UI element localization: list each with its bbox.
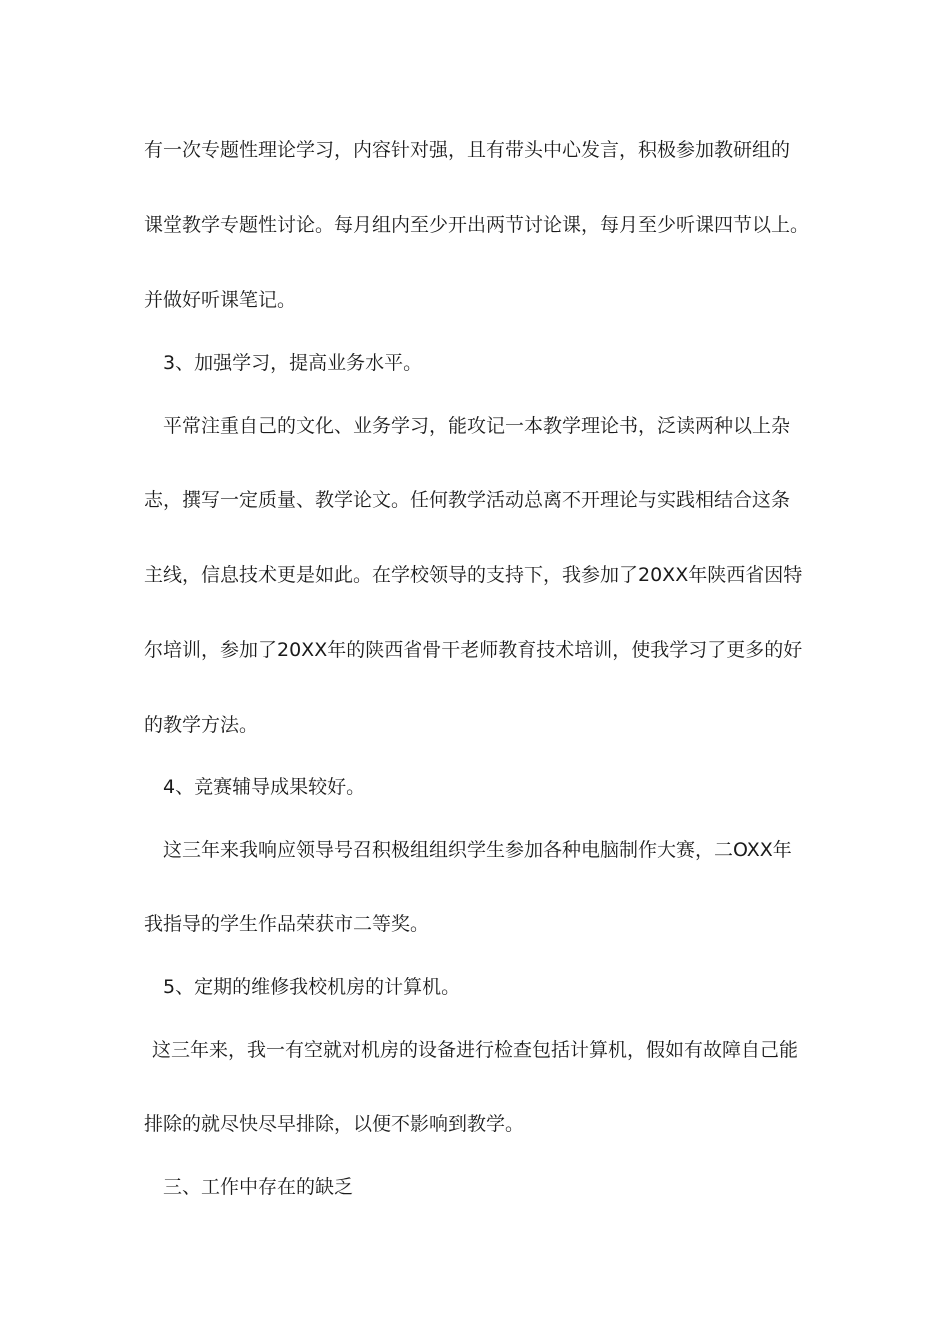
paragraph-line: 课堂教学专题性讨论。每月组内至少开出两节讨论课，每月至少听课四节以上。 [144, 214, 810, 236]
paragraph-line: 主线，信息技术更是如此。在学校领导的支持下，我参加了20XX年陕西省因特 [144, 564, 803, 586]
paragraph-line: 这三年来我响应领导号召积极组组织学生参加各种电脑制作大赛，二OXX年 [163, 839, 792, 861]
paragraph-line: 的教学方法。 [144, 714, 259, 736]
section-heading: 4、竞赛辅导成果较好。 [163, 776, 366, 798]
section-heading: 3、加强学习，提高业务水平。 [163, 352, 423, 374]
paragraph-line: 这三年来，我一有空就对机房的设备进行检查包括计算机，假如有故障自己能 [152, 1039, 799, 1061]
section-heading: 三、工作中存在的缺乏 [163, 1176, 354, 1198]
paragraph-line: 并做好听课笔记。 [144, 289, 297, 311]
section-heading: 5、定期的维修我校机房的计算机。 [163, 976, 461, 998]
paragraph-line: 有一次专题性理论学习，内容针对强，且有带头中心发言，积极参加教研组的 [144, 139, 791, 161]
paragraph-line: 排除的就尽快尽早排除，以便不影响到教学。 [144, 1113, 525, 1135]
paragraph-line: 志，撰写一定质量、教学论文。任何教学活动总离不开理论与实践相结合这条 [144, 489, 791, 511]
paragraph-line: 我指导的学生作品荣获市二等奖。 [144, 913, 430, 935]
paragraph-line: 平常注重自己的文化、业务学习，能攻记一本教学理论书，泛读两种以上杂 [163, 415, 791, 437]
paragraph-line: 尔培训，参加了20XX年的陕西省骨干老师教育技术培训，使我学习了更多的好 [144, 639, 803, 661]
